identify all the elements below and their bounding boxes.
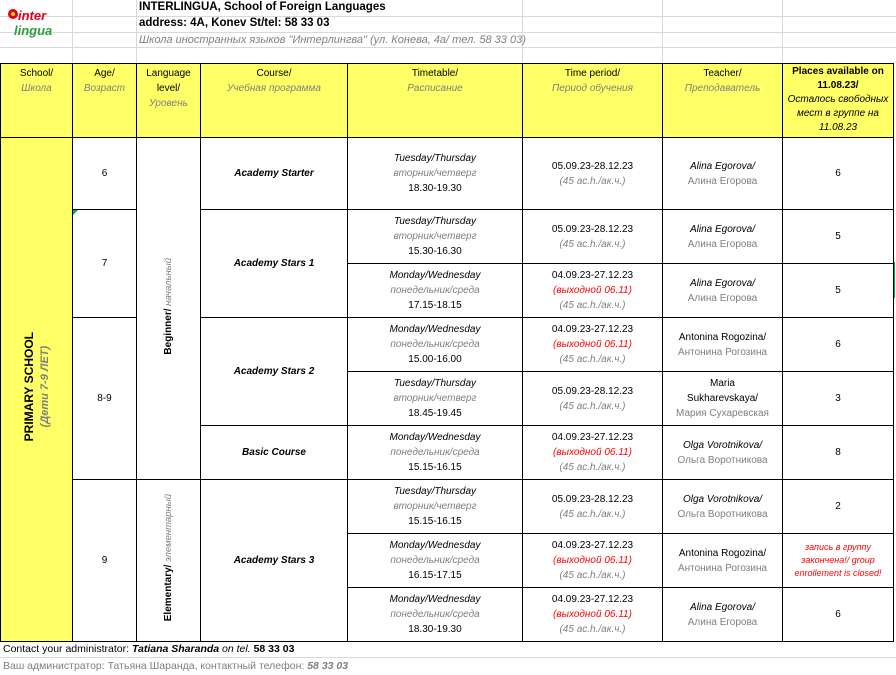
period-cell: 04.09.23-27.12.23 (выходной 06.11) (45 ac.h./ак.ч.) — [523, 264, 663, 318]
teacher-cell: Alina Egorova/ Алина Егорова — [663, 138, 783, 210]
course-cell: Academy Stars 3 — [201, 480, 348, 642]
col-period-header: Time period/ Период обучения — [523, 64, 663, 138]
col-teacher-header: Teacher/ Преподаватель — [663, 64, 783, 138]
school-title-ru: Школа иностранных языков "Интерлингва" (ул. Конева, 4а/ тел. 58 33 03) — [139, 34, 526, 46]
schedule-table — [0, 63, 894, 642]
age-cell: 9 — [73, 480, 137, 642]
timetable-cell: Monday/Wednesday понедельник/среда 15.15-16.15 — [348, 426, 523, 480]
period-cell: 05.09.23-28.12.23 (45 ac.h./ак.ч.) — [523, 480, 663, 534]
timetable-cell: Tuesday/Thursday вторник/четверг 18.45-19.45 — [348, 372, 523, 426]
teacher-cell: Alina Egorova/ Алина Егорова — [663, 588, 783, 642]
teacher-cell: Maria Sukharevskaya/ Мария Сухаревская — [663, 372, 783, 426]
period-cell: 04.09.23-27.12.23 (выходной 06.11) (45 ac.h./ак.ч.) — [523, 318, 663, 372]
places-cell: 6 — [783, 588, 894, 642]
teacher-cell: Antonina Rogozina/ Антонина Рогозина — [663, 534, 783, 588]
timetable-cell: Tuesday/Thursday вторник/четверг 15.30-16.30 — [348, 210, 523, 264]
teacher-cell: Olga Vorotnikova/ Ольга Воротникова — [663, 426, 783, 480]
comment-marker — [73, 210, 78, 215]
course-cell: Academy Stars 1 — [201, 210, 348, 318]
timetable-cell: Monday/Wednesday понедельник/среда 18.30-19.30 — [348, 588, 523, 642]
timetable-cell: Monday/Wednesday понедельник/среда 15.00-16.00 — [348, 318, 523, 372]
school-title: INTERLINGUA, School of Foreign Languages — [139, 1, 386, 13]
level-beginner-cell: Beginner/ начальный — [137, 138, 201, 480]
teacher-cell: Alina Egorova/ Алина Егорова — [663, 264, 783, 318]
col-age-header: Age/ Возраст — [73, 64, 137, 138]
logo-text-bottom: lingua — [14, 23, 53, 38]
col-course-header: Course/ Учебная программа — [201, 64, 348, 138]
timetable-cell: Tuesday/Thursday вторник/четверг 15.15-16.15 — [348, 480, 523, 534]
school-address: address: 4A, Konev St/tel: 58 33 03 — [139, 17, 330, 29]
places-cell: 6 — [783, 318, 894, 372]
period-cell: 04.09.23-27.12.23 (выходной 06.11) (45 ac.h./ак.ч.) — [523, 534, 663, 588]
col-level-header: Language level/ Уровень — [137, 64, 201, 138]
period-cell: 05.09.23-28.12.23 (45 ac.h./ак.ч.) — [523, 210, 663, 264]
course-cell: Academy Starter — [201, 138, 348, 210]
footer-contact-ru: Ваш администратор: Татьяна Шаранда, контактный телефон: 58 33 03 — [3, 660, 349, 672]
interlingua-logo — [4, 4, 68, 40]
period-cell: 05.09.23-28.12.23 (45 ac.h./ак.ч.) — [523, 138, 663, 210]
age-cell: 6 — [73, 138, 137, 210]
course-cell: Academy Stars 2 — [201, 318, 348, 426]
level-elementary-cell: Elementary/ элементарный — [137, 480, 201, 642]
school-cell: PRIMARY SCHOOL (Дети 7-9 ЛЕТ) — [1, 138, 73, 642]
col-school-header: School/ Школа — [1, 64, 73, 138]
teacher-cell: Alina Egorova/ Алина Егорова — [663, 210, 783, 264]
timetable-cell: Tuesday/Thursday вторник/четверг 18.30-19.30 — [348, 138, 523, 210]
table-row — [1, 480, 894, 534]
col-places-header: Places available on 11.08.23/ Осталось свободных мест в группе на 11.08.23 — [783, 64, 894, 138]
places-cell: 3 — [783, 372, 894, 426]
timetable-cell: Monday/Wednesday понедельник/среда 17.15-18.15 — [348, 264, 523, 318]
footer-contact: Contact your administrator: Tatiana Sharanda on tel. 58 33 03 — [3, 643, 295, 655]
places-cell: 5 — [783, 210, 894, 264]
places-cell: 8 — [783, 426, 894, 480]
course-cell: Basic Course — [201, 426, 348, 480]
period-cell: 05.09.23-28.12.23 (45 ac.h./ак.ч.) — [523, 372, 663, 426]
table-row — [1, 318, 894, 372]
period-cell: 04.09.23-27.12.23 (выходной 06.11) (45 ac.h./ак.ч.) — [523, 588, 663, 642]
col-timetable-header: Timetable/ Расписание — [348, 64, 523, 138]
enrollment-closed-cell: запись в группу закончена!/ group enrollement is closed! — [783, 534, 894, 588]
period-cell: 04.09.23-27.12.23 (выходной 06.11) (45 ac.h./ак.ч.) — [523, 426, 663, 480]
age-cell: 8-9 — [73, 318, 137, 480]
age-cell: 7 — [73, 210, 137, 318]
logo-text-top: inter — [18, 8, 47, 23]
places-cell: 6 — [783, 138, 894, 210]
table-row — [1, 138, 894, 210]
places-cell: 2 — [783, 480, 894, 534]
teacher-cell: Antonina Rogozina/ Антонина Рогозина — [663, 318, 783, 372]
table-row — [1, 210, 894, 264]
header-row — [1, 64, 894, 138]
teacher-cell: Olga Vorotnikova/ Ольга Воротникова — [663, 480, 783, 534]
timetable-cell: Monday/Wednesday понедельник/среда 16.15-17.15 — [348, 534, 523, 588]
places-cell: 5 — [783, 264, 894, 318]
